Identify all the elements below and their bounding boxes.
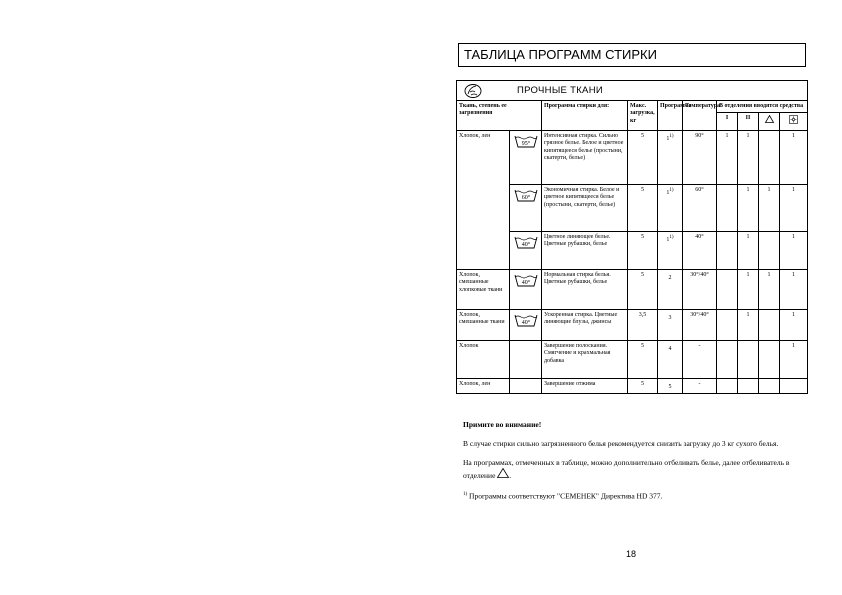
wash-symbol-cell <box>510 231 542 269</box>
program-cell: Ускоренная стирка. Цветные линяющие блузы, джинсы <box>542 309 628 340</box>
notes-paragraph-1: В случае стирки сильно загрязненного белья рекомендуется снизить загрузку до 3 кг сухого белья. <box>463 439 779 448</box>
comp1-cell <box>717 231 738 269</box>
comp2-cell: 1 <box>738 231 759 269</box>
fabric-cell: Хлопок, смешанные ткани <box>457 309 510 340</box>
comp1-cell <box>717 340 738 378</box>
program-cell: Нормальная стирка белья. Цветные рубашки, белье <box>542 269 628 309</box>
prog-cell: 1$^{1)}$ <box>658 231 683 269</box>
svg-text:40°: 40° <box>521 319 530 326</box>
comp4-cell: 1 <box>780 340 808 378</box>
notes-paragraph-2: На программах, отмеченных в таблице, можно дополнительно отбеливать белье, далее отбеливатель в отделение . <box>463 458 790 480</box>
washtub-95-icon <box>514 133 538 149</box>
program-cell: Цветное линяющее белье. Цветные рубашки, белье <box>542 231 628 269</box>
comp4-cell: 1 <box>780 130 808 184</box>
temp-cell: 40° <box>683 231 717 269</box>
page-title: ТАБЛИЦА ПРОГРАММ СТИРКИ <box>458 43 806 67</box>
section-title: ПРОЧНЫЕ ТКАНИ <box>517 84 603 96</box>
header-prog: Программа <box>658 101 683 131</box>
header-fabric: Ткань, степень ее загрязнения <box>457 101 542 131</box>
prog-cell: 1$^{1)}$ <box>658 130 683 184</box>
comp1-cell <box>717 269 738 309</box>
wash-symbol-cell <box>510 309 542 340</box>
triangle-icon <box>765 115 774 123</box>
table-row <box>457 309 808 340</box>
prog-cell: 5 <box>658 378 683 393</box>
comp2-cell: 1 <box>738 130 759 184</box>
prog-cell: 1$^{1)}$ <box>658 184 683 231</box>
comp2-cell <box>738 378 759 393</box>
temp-cell: 30°/40° <box>683 309 717 340</box>
svg-text:95°: 95° <box>521 140 530 147</box>
prog-cell: 4 <box>658 340 683 378</box>
comp3-cell <box>759 378 780 393</box>
comp1-cell <box>717 184 738 231</box>
table-row <box>457 269 808 309</box>
triangle-icon <box>497 468 509 478</box>
program-cell: Экономичная стирка. Белое и цветное кипятящееся белье (простыни, скатерти, белье) <box>542 184 628 231</box>
comp2-cell: 1 <box>738 269 759 309</box>
load-cell: 5 <box>628 340 658 378</box>
header-temp: Температура <box>683 101 717 131</box>
prog-cell: 3 <box>658 309 683 340</box>
fabric-cell: Хлопок <box>457 340 510 378</box>
wash-symbol-cell <box>510 340 542 378</box>
comp3-cell <box>759 130 780 184</box>
load-cell: 5 <box>628 130 658 184</box>
table-row <box>457 231 808 269</box>
fabric-cell: Хлопок, лен <box>457 130 510 269</box>
comp4-cell: 1 <box>780 309 808 340</box>
section-row <box>457 81 808 101</box>
washtub-60-icon <box>514 187 538 203</box>
washtub-40-icon <box>514 312 538 328</box>
header-detergents: В отделения вводятся средства <box>717 101 808 113</box>
temp-cell: 30°/40° <box>683 269 717 309</box>
temp-cell: - <box>683 378 717 393</box>
header-compartment-4 <box>780 113 808 130</box>
shirt-leaf-icon <box>463 83 483 99</box>
temp-cell: - <box>683 340 717 378</box>
comp4-cell: 1 <box>780 231 808 269</box>
program-cell: Интенсивная стирка. Сильно грязное белье. Белое и цветное кипятящееся белье (простыни, скатерти, белье) <box>542 130 628 184</box>
header-program: Программа стирки для: <box>542 101 628 131</box>
table-row <box>457 340 808 378</box>
load-cell: 3,5 <box>628 309 658 340</box>
wash-symbol-cell <box>510 130 542 184</box>
comp2-cell: 1 <box>738 309 759 340</box>
comp3-cell <box>759 340 780 378</box>
load-cell: 5 <box>628 378 658 393</box>
comp2-cell <box>738 340 759 378</box>
load-cell: 5 <box>628 184 658 231</box>
comp2-cell: 1 <box>738 184 759 231</box>
program-cell: Завершение отжима <box>542 378 628 393</box>
header-compartment-2: II <box>738 113 759 130</box>
flower-icon <box>789 115 798 124</box>
notes-heading: Примите во внимание! <box>463 420 542 429</box>
program-cell: Завершение полоскания. Смягчение и крахмальная добавка <box>542 340 628 378</box>
header-compartment-1: I <box>717 113 738 130</box>
svg-text:60°: 60° <box>521 194 530 201</box>
washtub-40-icon <box>514 234 538 250</box>
wash-program-table <box>456 80 808 394</box>
fabric-cell: Хлопок, смешанные хлопковые ткани <box>457 269 510 309</box>
wash-symbol-cell <box>510 184 542 231</box>
temp-cell: 60° <box>683 184 717 231</box>
table-row <box>457 184 808 231</box>
footnote: $^{1)}$ Программы соответствуют "СЕМЕНЕК" Директива HD 377. <box>463 491 663 501</box>
comp4-cell: 1 <box>780 269 808 309</box>
svg-text:40°: 40° <box>521 241 530 248</box>
prog-cell: 2 <box>658 269 683 309</box>
comp1-cell <box>717 378 738 393</box>
load-cell: 5 <box>628 269 658 309</box>
comp3-cell <box>759 309 780 340</box>
comp3-cell <box>759 231 780 269</box>
notes-block <box>463 420 808 511</box>
comp1-cell <box>717 309 738 340</box>
fabric-cell: Хлопок, лен <box>457 378 510 393</box>
page-number: 18 <box>626 549 637 559</box>
table-row <box>457 378 808 393</box>
temp-cell: 90° <box>683 130 717 184</box>
comp4-cell <box>780 378 808 393</box>
wash-symbol-cell <box>510 269 542 309</box>
wash-symbol-cell <box>510 378 542 393</box>
load-cell: 5 <box>628 231 658 269</box>
table-header-row <box>457 101 808 113</box>
svg-text:40°: 40° <box>521 279 530 286</box>
comp3-cell: 1 <box>759 269 780 309</box>
comp1-cell: 1 <box>717 130 738 184</box>
comp3-cell: 1 <box>759 184 780 231</box>
comp4-cell: 1 <box>780 184 808 231</box>
header-compartment-3 <box>759 113 780 130</box>
table-row <box>457 130 808 184</box>
header-load: Макс. загрузка, кг <box>628 101 658 131</box>
washtub-40-icon <box>514 272 538 288</box>
